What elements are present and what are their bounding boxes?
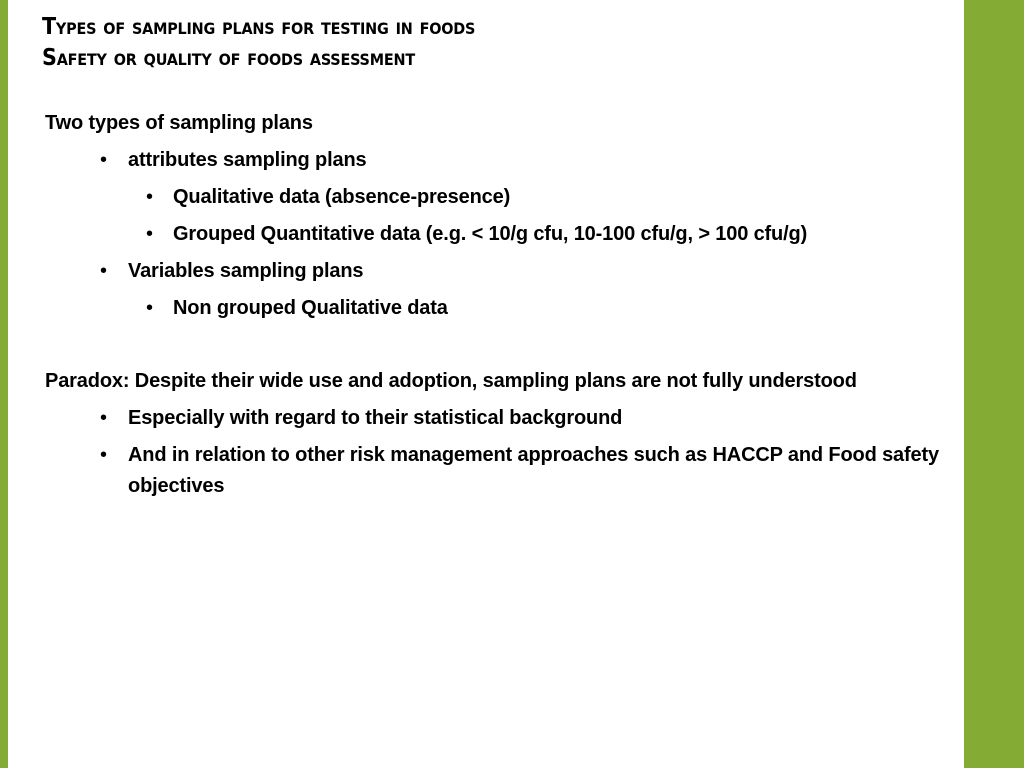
slide-title (42, 12, 942, 74)
left-accent-bar (0, 0, 8, 768)
bullet-icon: • (100, 407, 107, 429)
title-line-2: Safety or quality of foods assessment (42, 45, 415, 71)
list-item-label: And in relation to other risk management approaches such as HACCP and Food safety objectives (128, 444, 939, 497)
title-line-1: Types of sampling plans for testing in foods (42, 14, 476, 40)
sub-item-grouped-quantitative (146, 219, 945, 250)
sub-item-label: Non grouped Qualitative data (173, 297, 448, 319)
section-2-heading: Paradox: Despite their wide use and adoption, sampling plans are not fully understood (45, 370, 857, 392)
sub-item-qualitative (146, 182, 945, 213)
bullet-icon: • (146, 186, 153, 208)
slide-body (45, 108, 945, 502)
sub-item-label: Qualitative data (absence-presence) (173, 186, 511, 208)
sub-item-non-grouped (146, 293, 945, 324)
bullet-icon: • (100, 260, 107, 282)
section-1-heading: Two types of sampling plans (45, 112, 313, 134)
list-item-variables-plans (100, 256, 945, 287)
sub-item-label: Grouped Quantitative data (e.g. < 10/g cfu, 10-100 cfu/g, > 100 cfu/g) (173, 223, 808, 245)
list-item-label: attributes sampling plans (128, 149, 367, 171)
list-item-label: Especially with regard to their statistical background (128, 407, 623, 429)
bullet-icon: • (146, 223, 153, 245)
list-item-label: Variables sampling plans (128, 260, 364, 282)
list-item-statistical-background (100, 403, 945, 434)
list-item-attributes-plans (100, 145, 945, 176)
bullet-icon: • (100, 444, 107, 466)
right-accent-bar (964, 0, 1024, 768)
section-spacer (45, 324, 945, 366)
bullet-icon: • (100, 149, 107, 171)
list-item-risk-management (100, 440, 945, 502)
bullet-icon: • (146, 297, 153, 319)
